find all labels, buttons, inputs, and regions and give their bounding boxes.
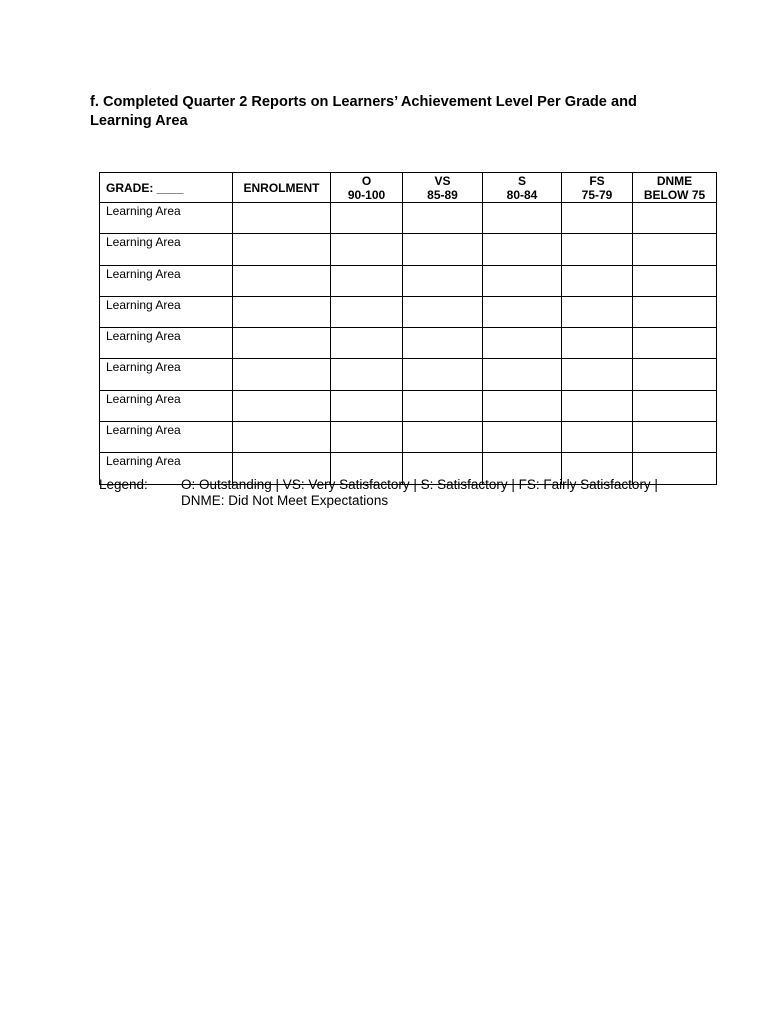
vs-cell[interactable] (403, 265, 483, 296)
column-code: FS (589, 173, 605, 188)
column-range: BELOW 75 (643, 187, 706, 202)
achievement-report-table (99, 172, 717, 485)
vs-cell[interactable] (403, 296, 483, 327)
dnme-cell[interactable] (633, 390, 717, 421)
s-cell[interactable] (483, 296, 562, 327)
table-row (100, 296, 717, 327)
enrolment-cell[interactable] (233, 296, 331, 327)
fs-cell[interactable] (562, 359, 633, 390)
column-header-fs (562, 173, 633, 203)
enrolment-cell[interactable] (233, 234, 331, 265)
fs-cell[interactable] (562, 234, 633, 265)
s-cell[interactable] (483, 265, 562, 296)
table-header-row (100, 173, 717, 203)
o-cell[interactable] (331, 390, 403, 421)
enrolment-cell[interactable] (233, 422, 331, 453)
learning-area-cell: Learning Area (100, 328, 233, 359)
column-header-vs (403, 173, 483, 203)
o-cell[interactable] (331, 422, 403, 453)
s-cell[interactable] (483, 203, 562, 234)
dnme-cell[interactable] (633, 359, 717, 390)
o-cell[interactable] (331, 328, 403, 359)
s-cell[interactable] (483, 234, 562, 265)
enrolment-header: ENROLMENT (233, 173, 331, 203)
vs-cell[interactable] (403, 328, 483, 359)
learning-area-cell: Learning Area (100, 390, 233, 421)
table-row (100, 265, 717, 296)
dnme-cell[interactable] (633, 328, 717, 359)
s-cell[interactable] (483, 422, 562, 453)
table-row (100, 390, 717, 421)
dnme-cell[interactable] (633, 203, 717, 234)
learning-area-cell: Learning Area (100, 453, 233, 484)
vs-cell[interactable] (403, 422, 483, 453)
table-row (100, 328, 717, 359)
learning-area-cell: Learning Area (100, 359, 233, 390)
fs-cell[interactable] (562, 203, 633, 234)
s-cell[interactable] (483, 390, 562, 421)
legend-line-2: DNME: Did Not Meet Expectations (181, 493, 389, 508)
dnme-cell[interactable] (633, 422, 717, 453)
table-row (100, 422, 717, 453)
dnme-cell[interactable] (633, 234, 717, 265)
heading-line-2: Learning Area (90, 113, 188, 129)
enrolment-cell[interactable] (233, 265, 331, 296)
vs-cell[interactable] (403, 390, 483, 421)
legend-line-1: O: Outstanding | VS: Very Satisfactory | S: Satisfactory | FS: Fairly Satisfactory | (181, 477, 658, 492)
legend-text (181, 477, 701, 509)
table-row (100, 203, 717, 234)
column-header-o (331, 173, 403, 203)
vs-cell[interactable] (403, 203, 483, 234)
o-cell[interactable] (331, 203, 403, 234)
enrolment-cell[interactable] (233, 203, 331, 234)
fs-cell[interactable] (562, 265, 633, 296)
column-range: 90-100 (347, 187, 386, 202)
table-row (100, 234, 717, 265)
learning-area-cell: Learning Area (100, 203, 233, 234)
column-range: 75-79 (581, 187, 613, 202)
column-header-dnme (633, 173, 717, 203)
vs-cell[interactable] (403, 234, 483, 265)
fs-cell[interactable] (562, 422, 633, 453)
enrolment-cell[interactable] (233, 359, 331, 390)
heading-line-1: f. Completed Quarter 2 Reports on Learners’ Achievement Level Per Grade and (90, 94, 637, 110)
s-cell[interactable] (483, 359, 562, 390)
column-range: 80-84 (506, 187, 538, 202)
column-code: VS (434, 173, 451, 188)
column-range: 85-89 (427, 187, 458, 202)
o-cell[interactable] (331, 296, 403, 327)
vs-cell[interactable] (403, 359, 483, 390)
column-header-s (483, 173, 562, 203)
enrolment-cell[interactable] (233, 328, 331, 359)
o-cell[interactable] (331, 234, 403, 265)
fs-cell[interactable] (562, 390, 633, 421)
page-heading (90, 93, 690, 131)
learning-area-cell: Learning Area (100, 296, 233, 327)
column-code: O (361, 173, 372, 188)
fs-cell[interactable] (562, 328, 633, 359)
enrolment-cell[interactable] (233, 390, 331, 421)
grade-header: GRADE: ____ (100, 173, 233, 203)
dnme-cell[interactable] (633, 265, 717, 296)
fs-cell[interactable] (562, 296, 633, 327)
dnme-cell[interactable] (633, 296, 717, 327)
learning-area-cell: Learning Area (100, 234, 233, 265)
legend-label: Legend: (99, 477, 148, 492)
column-code: S (517, 173, 526, 188)
o-cell[interactable] (331, 359, 403, 390)
learning-area-cell: Learning Area (100, 265, 233, 296)
s-cell[interactable] (483, 328, 562, 359)
learning-area-cell: Learning Area (100, 422, 233, 453)
column-code: DNME (656, 173, 693, 188)
table-row (100, 359, 717, 390)
o-cell[interactable] (331, 265, 403, 296)
